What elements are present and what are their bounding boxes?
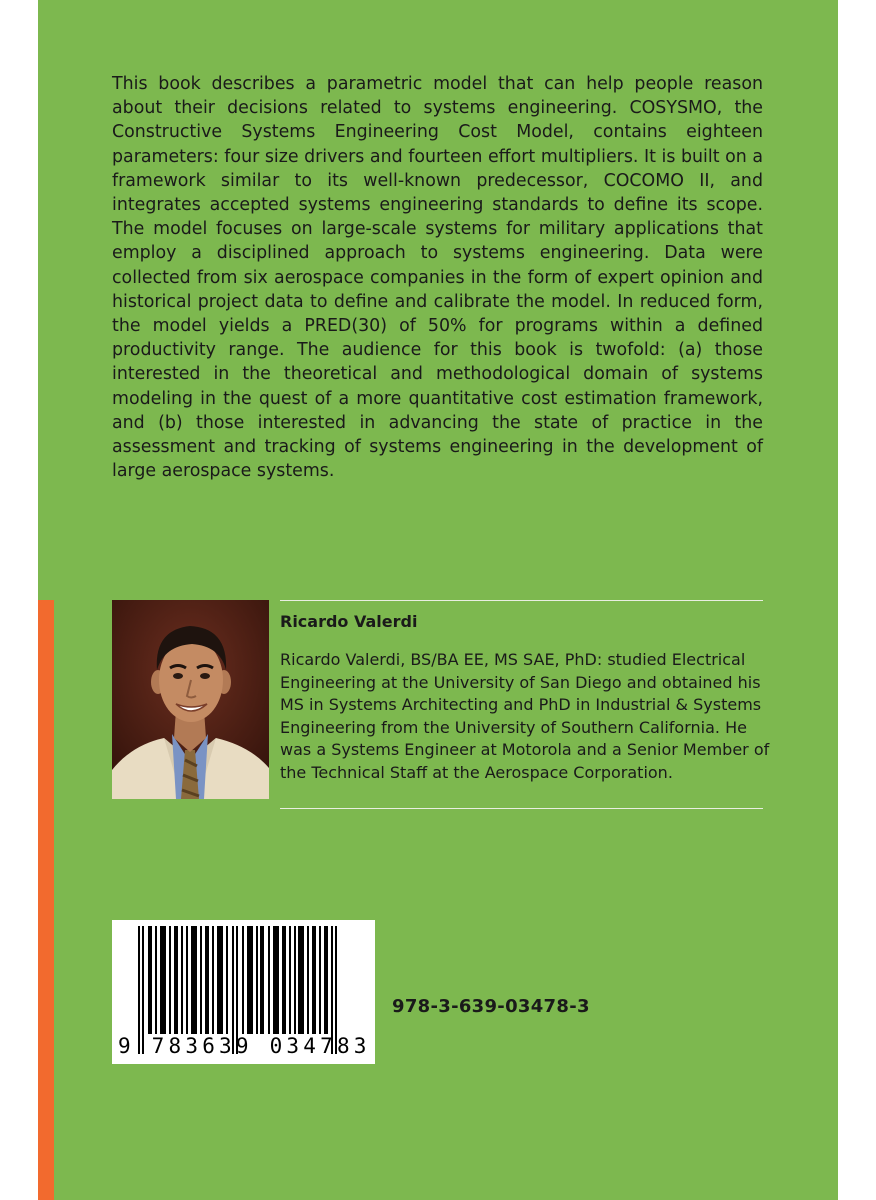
author-photo	[112, 600, 269, 799]
barcode-digits: 9 783639 034783	[118, 1034, 371, 1058]
author-portrait-drawing	[112, 600, 269, 799]
author-name: Ricardo Valerdi	[280, 612, 418, 631]
orange-spine-stripe	[38, 600, 54, 1200]
author-divider-top	[280, 600, 763, 601]
isbn-number: 978-3-639-03478-3	[392, 996, 590, 1017]
book-description: This book describes a parametric model that can help people reason about their decisions related to systems engineering. COSYSMO, the Constructive Systems Engineering Cost Model, contains eighteen parameters: four size drivers and fourteen effort multipliers. It is built on a framework similar to its well-known predecessor, COCOMO II, and integrates accepted systems engineering standards to define its scope. The model focuses on large-scale systems for military applications that employ a disciplined approach to systems engineering. Data were collected from six aerospace companies in the form of expert opinion and historical project data to define and calibrate the model. In reduced form, the model yields a PRED(30) of 50% for programs within a defined productivity range. The audience for this book is twofold: (a) those interested in the theoretical and methodological domain of systems modeling in the quest of a more quantitative cost estimation framework, and (b) those interested in advancing the state of practice in the assessment and tracking of systems engineering in the development of large aerospace systems.	[112, 74, 763, 482]
author-bio: Ricardo Valerdi, BS/BA EE, MS SAE, PhD: studied Electrical Engineering at the University of San Diego and obtained his MS in Systems Architecting and PhD in Industrial & Systems Engineering from the University of Southern California. He was a Systems Engineer at Motorola and a Senior Member of the Technical Staff at the Aerospace Corporation.	[280, 650, 770, 782]
isbn-barcode	[112, 920, 375, 1064]
author-divider-bottom	[280, 808, 763, 809]
